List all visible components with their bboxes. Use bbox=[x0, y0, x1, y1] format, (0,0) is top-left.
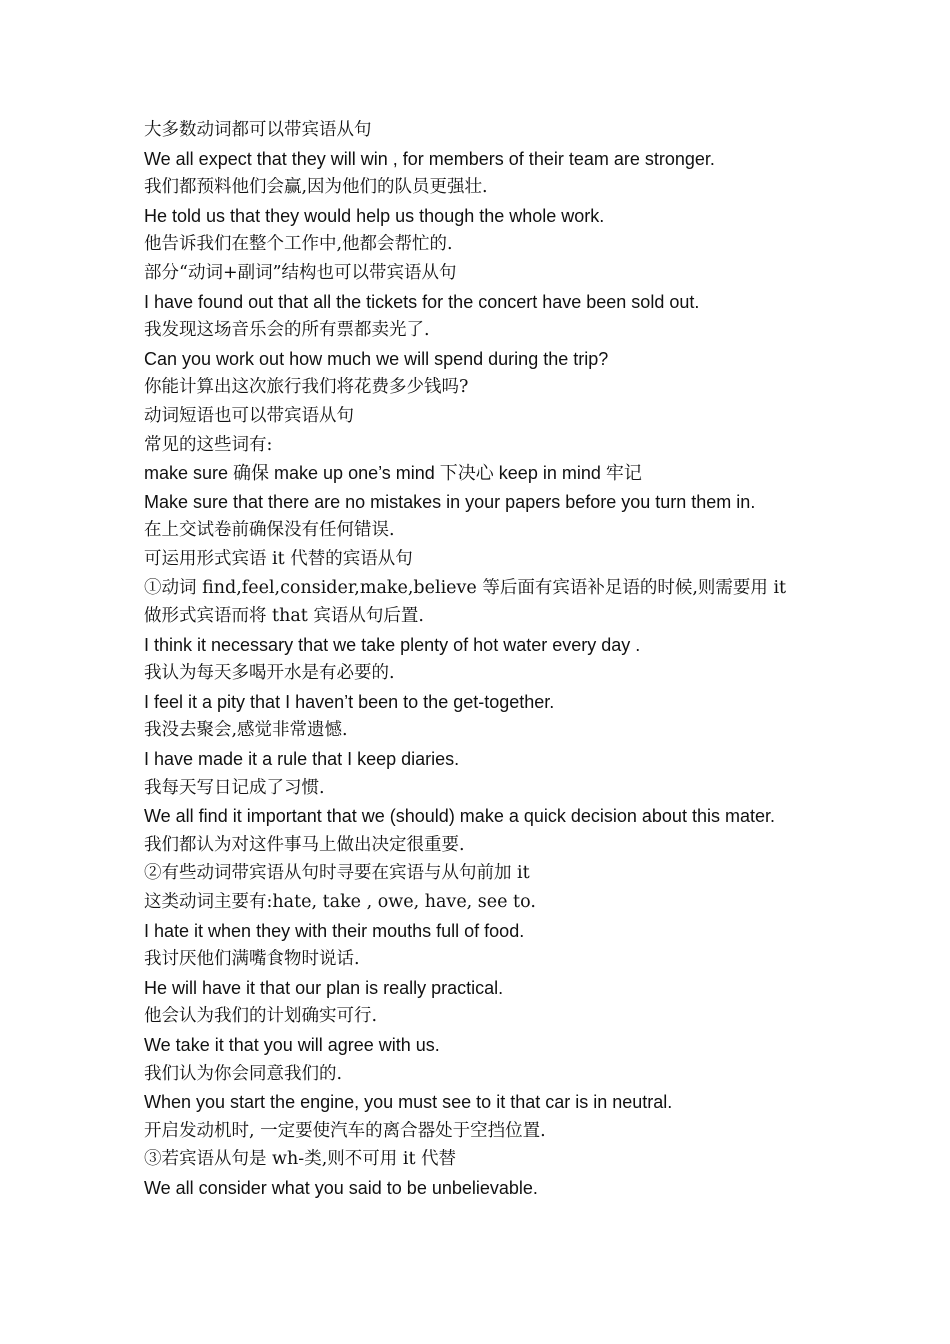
english-sentence: Can you work out how much we will spend during the trip? bbox=[144, 348, 609, 369]
chinese-text: 你能计算出这次旅行我们将花费多少钱吗? bbox=[144, 377, 469, 398]
chinese-text: 大多数动词都可以带宾语从句 bbox=[144, 120, 372, 140]
chinese-text: 我认为每天多喝开水是有必要的. bbox=[144, 663, 395, 684]
chinese-text: 我发现这场音乐会的所有票都卖光了. bbox=[144, 320, 430, 341]
chinese-text: ①动词 find,feel,consider,make,believe 等后面有宾语补足语的时候,则需要用 it bbox=[144, 577, 787, 598]
chinese-text: 我们都认为对这件事马上做出决定很重要. bbox=[144, 834, 465, 855]
english-sentence: He told us that they would help us though the whole work. bbox=[144, 205, 605, 226]
chinese-text: 我讨厌他们满嘴食物时说话. bbox=[144, 949, 360, 970]
english-sentence: We take it that you will agree with us. bbox=[144, 1035, 440, 1055]
chinese-text: 我们认为你会同意我们的. bbox=[144, 1063, 343, 1084]
chinese-text: 做形式宾语而将 that 宾语从句后置. bbox=[144, 606, 424, 627]
english-sentence: I hate it when they with their mouths full of food. bbox=[144, 920, 525, 941]
chinese-text: 部分“动词+副词”结构也可以带宾语从句 bbox=[144, 262, 457, 283]
chinese-text: 我每天写日记成了习惯. bbox=[144, 777, 325, 798]
chinese-text: 常见的这些词有: bbox=[144, 434, 273, 455]
english-sentence: When you start the engine, you must see to it that car is in neutral. bbox=[144, 1092, 673, 1113]
chinese-text: 可运用形式宾语 it 代替的宾语从句 bbox=[144, 548, 413, 569]
english-sentence: We all consider what you said to be unbelievable. bbox=[144, 1177, 538, 1198]
chinese-text: 在上交试卷前确保没有任何错误. bbox=[144, 520, 395, 541]
english-sentence: make sure 确保 make up one’s mind 下决心 keep in mind 牢记 bbox=[144, 463, 642, 484]
english-sentence: We all expect that they will win , for members of their team are stronger. bbox=[144, 148, 715, 169]
english-sentence: I think it necessary that we take plenty of hot water every day . bbox=[144, 634, 641, 655]
english-sentence: I have made it a rule that I keep diaries. bbox=[144, 749, 460, 770]
chinese-text: 动词短语也可以带宾语从句 bbox=[144, 405, 354, 426]
chinese-text: 他告诉我们在整个工作中,他都会帮忙的. bbox=[144, 234, 453, 255]
english-sentence: Make sure that there are no mistakes in your papers before you turn them in. bbox=[144, 491, 756, 512]
document-body bbox=[144, 116, 844, 1203]
english-sentence: I feel it a pity that I haven’t been to the get-together. bbox=[144, 691, 555, 712]
chinese-text: 开启发动机时, 一定要使汽车的离合器处于空挡位置. bbox=[144, 1120, 546, 1141]
english-sentence: We all find it important that we (should) make a quick decision about this mater. bbox=[144, 806, 775, 827]
chinese-text: 他会认为我们的计划确实可行. bbox=[144, 1006, 378, 1027]
chinese-text: 我没去聚会,感觉非常遗憾. bbox=[144, 720, 348, 741]
chinese-text: 我们都预料他们会赢,因为他们的队员更强壮. bbox=[144, 177, 488, 198]
english-sentence: He will have it that our plan is really practical. bbox=[144, 977, 504, 998]
chinese-text: ②有些动词带宾语从句时寻要在宾语与从句前加 it bbox=[144, 863, 530, 884]
chinese-text: ③若宾语从句是 wh-类,则不可用 it 代替 bbox=[144, 1149, 457, 1170]
chinese-text: 这类动词主要有:hate, take , owe, have, see to. bbox=[144, 892, 536, 913]
english-sentence: I have found out that all the tickets for the concert have been sold out. bbox=[144, 291, 700, 312]
